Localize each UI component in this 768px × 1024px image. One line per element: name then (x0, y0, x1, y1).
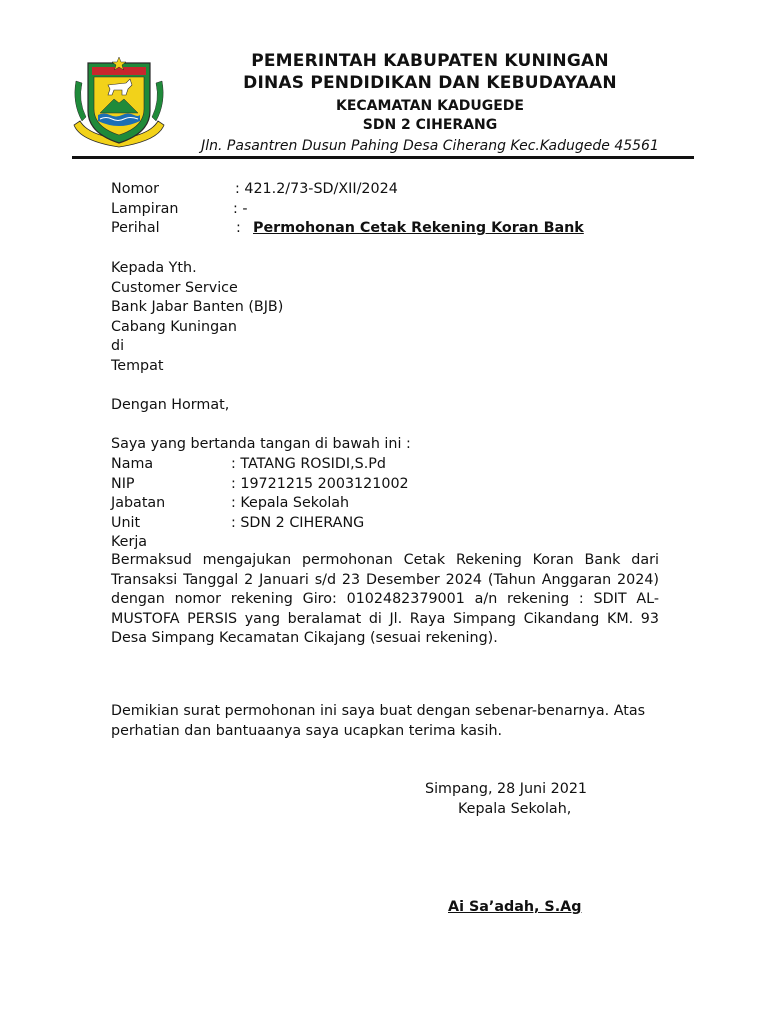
recipient-line: Kepada Yth. (111, 260, 197, 276)
identity-label: NIP (111, 475, 135, 492)
kuningan-regency-emblem-logo (70, 55, 168, 151)
perihal-colon: : (236, 220, 241, 237)
letterhead (190, 50, 670, 156)
letterhead-school: SDN 2 CIHERANG (362, 117, 498, 133)
request-paragraph: Bermaksud mengajukan permohonan Cetak Rekening Koran Bank dari Transaksi Tanggal 2 Januari s/d 23 Desember 2024 (Tahun Anggaran 2024) dengan nomor rekening Giro: 0102482379001 a/n rekening : SDIT AL-MUSTOFA PERSIS yang beralamat di Jl. Raya Simpang Cikandang KM. 93 Desa Simpang Kecamatan Cikajang (sesuai rekening). (111, 552, 659, 647)
letterhead-divider (72, 156, 694, 159)
place-date: Simpang, 28 Juni 2021 (425, 781, 588, 797)
identity-value: : SDN 2 CIHERANG (231, 514, 365, 531)
recipient-line: Tempat (111, 357, 164, 374)
identity-label: Jabatan (111, 495, 166, 512)
salutation: Dengan Hormat, (111, 397, 230, 413)
lampiran-label: Lampiran (111, 200, 179, 217)
letterhead-government: PEMERINTAH KABUPATEN KUNINGAN (251, 51, 609, 71)
identity-label: Nama (111, 456, 154, 472)
recipient-line: Bank Jabar Banten (BJB) (111, 299, 284, 316)
signature-block (425, 780, 625, 819)
recipient-line: di (111, 338, 125, 355)
identity-value: : TATANG ROSIDI,S.Pd (231, 456, 386, 472)
letterhead-address: Jln. Pasantren Dusun Pahing Desa Ciherang Kec.Kadugede 45561 (201, 138, 659, 154)
letterhead-department: DINAS PENDIDIKAN DAN KEBUDAYAAN (243, 73, 617, 93)
identity-value: : Kepala Sekolah (231, 495, 350, 512)
recipient-line: Cabang Kuningan (111, 318, 237, 335)
recipient-block (111, 259, 283, 377)
intro-line: Saya yang bertanda tangan di bawah ini : (111, 436, 411, 452)
identity-label: Unit Kerja (111, 514, 148, 551)
signatory-role: Kepala Sekolah, (458, 800, 572, 817)
signatory-name: Ai Sa’adah, S.Ag (448, 899, 582, 915)
letterhead-district: KECAMATAN KADUGEDE (335, 98, 524, 114)
closing-paragraph: Demikian surat permohonan ini saya buat dengan sebenar-benarnya. Atas perhatian dan bantuaanya saya ucapkan terima kasih. (111, 703, 646, 739)
nomor-value: : 421.2/73-SD/XII/2024 (235, 181, 398, 197)
nomor-label: Nomor (111, 181, 159, 197)
perihal-value: Permohonan Cetak Rekening Koran Bank (253, 220, 584, 237)
identity-value: : 19721215 2003121002 (231, 475, 409, 492)
perihal-label: Perihal (111, 220, 160, 237)
recipient-line: Customer Service (111, 279, 238, 296)
lampiran-value: : - (233, 200, 248, 217)
